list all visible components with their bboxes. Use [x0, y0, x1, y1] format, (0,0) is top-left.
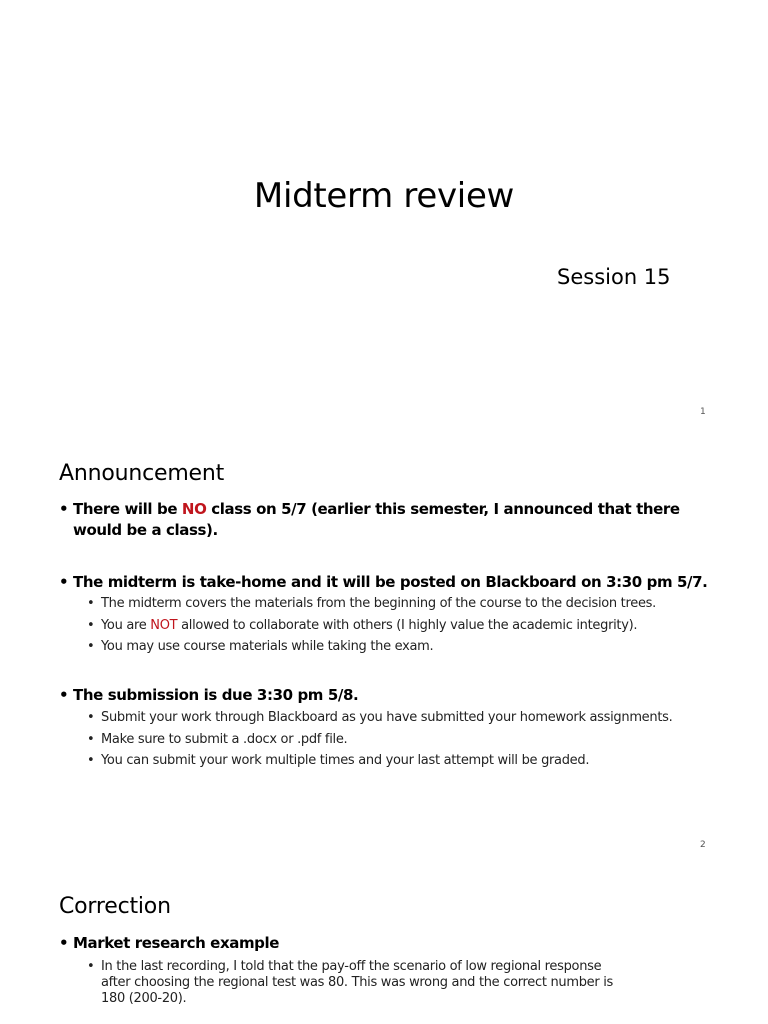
bullet-glyph: •: [87, 710, 95, 725]
announcement-bullet-midterm: • The midterm is take-home and it will be posted on Blackboard on 3:30 pm 5/7.: [59, 573, 708, 591]
bullet-glyph: •: [59, 934, 69, 952]
correction-heading: Correction: [59, 894, 171, 919]
bullet-glyph: •: [59, 573, 69, 591]
bullet-glyph: •: [59, 500, 69, 518]
bullet-glyph: •: [87, 618, 95, 633]
submission-sub-item: • You can submit your work multiple times and your last attempt will be graded.: [87, 753, 590, 768]
midterm-sub-item: • You are NOT allowed to collaborate with others (I highly value the academic integrity).: [87, 618, 638, 633]
bullet-glyph: •: [87, 596, 95, 611]
slide2-page-number: 2: [700, 840, 706, 850]
midterm-sub-item: • The midterm covers the materials from the beginning of the course to the decision trees.: [87, 596, 656, 611]
not-highlight: NOT: [150, 618, 178, 633]
announcement-bullet-no-class: • There will be NO class on 5/7 (earlier this semester, I announced that there would be a class).: [59, 500, 680, 539]
correction-bullet-market-research: • Market research example: [59, 934, 280, 952]
announcement-heading: Announcement: [59, 461, 225, 486]
midterm-sub-item: • You may use course materials while taking the exam.: [87, 639, 434, 654]
slide1-page-number: 1: [700, 407, 706, 417]
no-highlight: NO: [181, 500, 207, 518]
slide1-title: Midterm review: [253, 176, 515, 216]
bullet-glyph: •: [87, 753, 95, 768]
bullet-glyph: •: [59, 686, 69, 704]
bullet-glyph: •: [87, 959, 95, 974]
submission-sub-item: • Make sure to submit a .docx or .pdf file.: [87, 732, 348, 747]
slide1-subtitle: Session 15: [557, 265, 671, 289]
submission-sub-item: • Submit your work through Blackboard as you have submitted your homework assignments.: [87, 710, 673, 725]
bullet-glyph: •: [87, 732, 95, 747]
bullet-glyph: •: [87, 639, 95, 654]
announcement-bullet-submission: • The submission is due 3:30 pm 5/8.: [59, 686, 359, 704]
correction-sub-item: • In the last recording, I told that the pay-off the scenario of low regional response after choosing the regional test was 80. This was wrong and the correct number is 180 (200-20).: [87, 959, 614, 1006]
